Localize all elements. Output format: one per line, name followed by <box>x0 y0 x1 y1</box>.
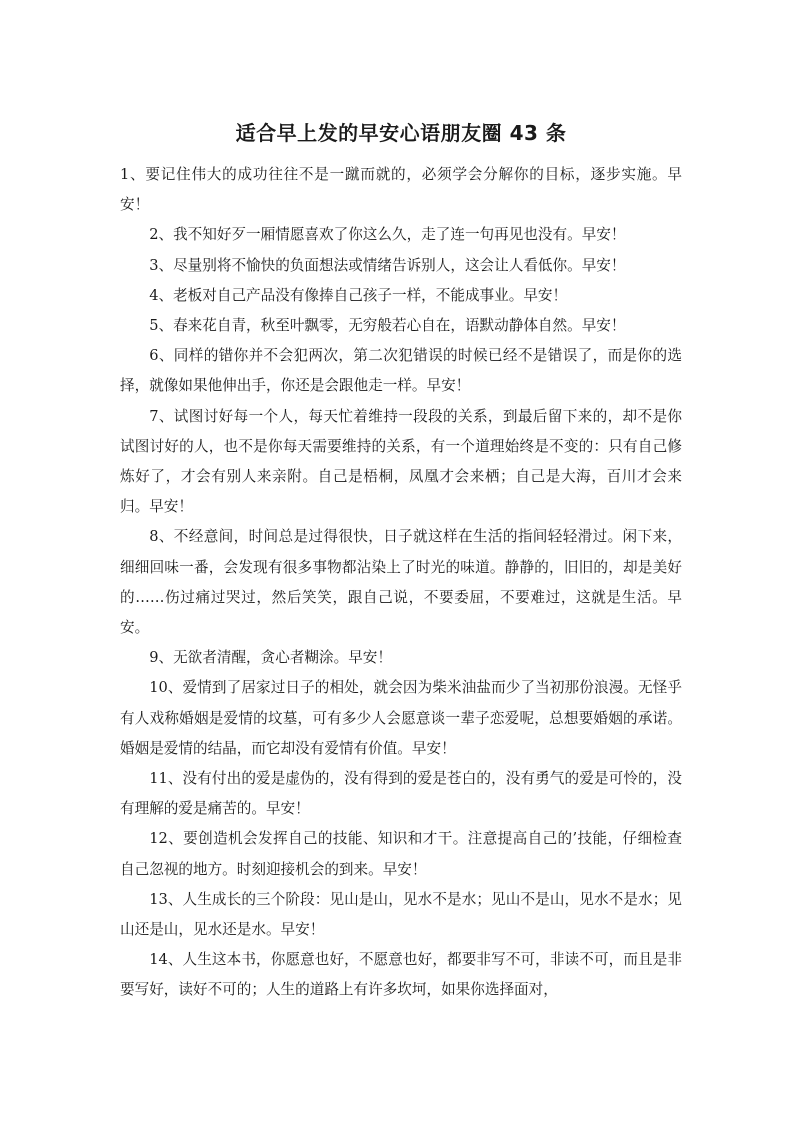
paragraph-5: 5、春来花自青，秋至叶飘零，无穷般若心自在，语默动静体自然。早安！ <box>149 317 626 335</box>
paragraph-7: 7、试图讨好每一个人，每天忙着维持一段段的关系，到最后留下来的，却不是你试图讨好的人，也不是你每天需要维持的关系，有一个道理始终是不变的：只有自己修炼好了，才会有别人来亲附。自己是梧桐，凤凰才会来栖；自己是大海，百川才会来归。早安！ <box>120 407 682 516</box>
paragraph-12: 12、要创造机会发挥自己的技能、知识和才干。注意提高自己的’技能，仔细检查自己忽视的地方。时刻迎接机会的到来。早安！ <box>120 830 682 878</box>
paragraph-4: 4、老板对自己产品没有像捧自己孩子一样，不能成事业。早安！ <box>149 286 568 304</box>
paragraph-8: 8、不经意间，时间总是过得很快，日子就这样在生活的指间轻轻滑过。闲下来，细细回味一番，会发现有很多事物都沾染上了时光的味道。静静的，旧旧的，却是美好的……伤过痛过哭过，然后笑笑，跟自己说，不要委屈，不要难过，这就是生活。早安。 <box>120 528 682 637</box>
document-title: 适合早上发的早安心语朋友圈 43 条 <box>235 121 567 145</box>
paragraph-11: 11、没有付出的爱是虚伪的，没有得到的爱是苍白的，没有勇气的爱是可怜的，没有理解的爱是痛苦的。早安！ <box>120 770 682 818</box>
paragraph-6: 6、同样的错你并不会犯两次，第二次犯错误的时候已经不是错误了，而是你的选择，就像如果他伸出手，你还是会跟他走一样。早安！ <box>120 347 682 395</box>
paragraph-14: 14、人生这本书，你愿意也好，不愿意也好，都要非写不可，非读不可，而且是非要写好，读好不可的；人生的道路上有许多坎坷，如果你选择面对， <box>120 951 682 999</box>
paragraph-13: 13、人生成长的三个阶段：见山是山，见水不是水；见山不是山，见水不是水；见山还是山，见水还是水。早安！ <box>120 890 682 939</box>
paragraph-2: 2、我不知好歹一厢情愿喜欢了你这么久，走了连一句再见也没有。早安！ <box>149 226 626 244</box>
paragraph-1: 1、要记住伟大的成功往往不是一蹴而就的，必须学会分解你的目标，逐步实施。早安！ <box>120 166 682 214</box>
paragraph-3: 3、尽量别将不愉快的负面想法或情绪告诉别人，这会让人看低你。早安！ <box>149 256 626 274</box>
paragraph-9: 9、无欲者清醒，贪心者糊涂。早安！ <box>149 649 392 667</box>
paragraph-10: 10、爱情到了居家过日子的相处，就会因为柴米油盐而少了当初那份浪漫。无怪乎有人戏称婚姻是爱情的坟墓，可有多少人会愿意谈一辈子恋爱呢，总想要婚姻的承诺。婚姻是爱情的结晶，而它却没有爱情有价值。早安！ <box>120 679 682 757</box>
